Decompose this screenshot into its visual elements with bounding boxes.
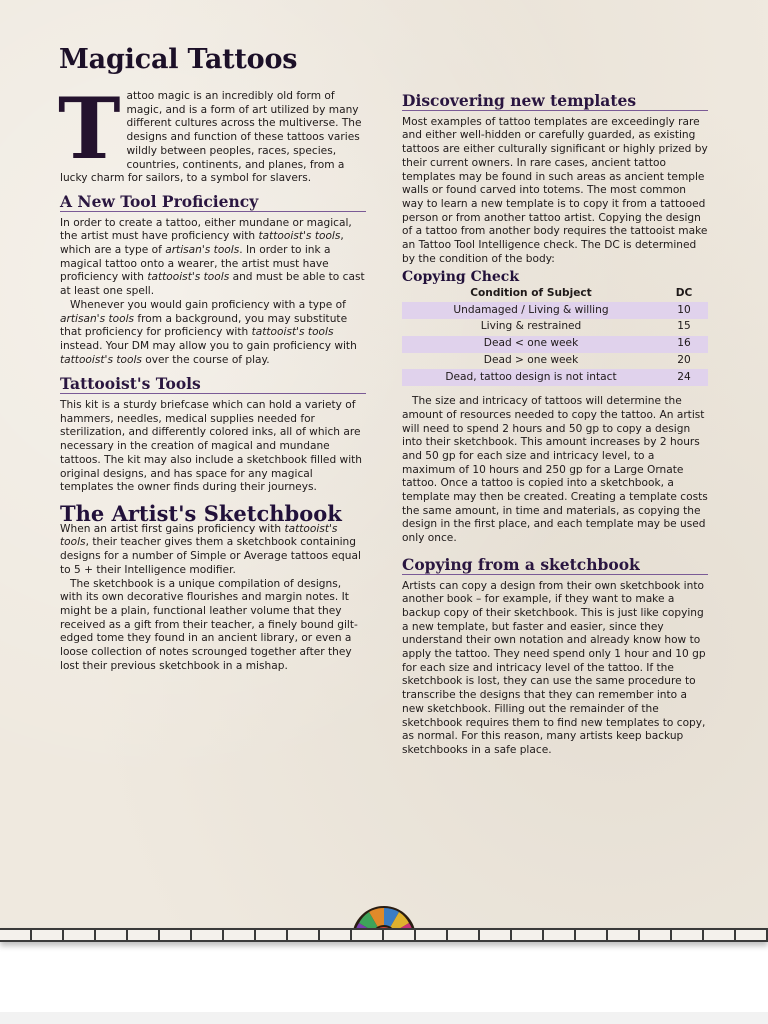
column-header-condition: Condition of Subject xyxy=(470,286,592,299)
column-header-dc: DC xyxy=(675,286,693,299)
discovering-p1: Most examples of tattoo templates are exceedingly rare and either well-hidden or carefully guarded, as existing tattoos are either culturally significant or highly prized by their current owners. In rare cases, ancient tattoo templates may be found in such areas as ancient temple walls or found carved into totems. The most common way to learn a new template is to copy it from a tattooed person or from another tattoo artist. Copying the design of a tattoo from another body requires the tattooist make an Tattoo Tool Intelligence check. The DC is determined by the condition of the body: xyxy=(402,115,708,265)
table-row xyxy=(402,336,708,353)
dc-cell: 10 xyxy=(660,302,708,319)
condition-cell: Living & restrained xyxy=(480,320,582,333)
table-header-row xyxy=(402,285,708,302)
dc-cell: 16 xyxy=(660,336,708,353)
intro-section xyxy=(58,79,366,186)
right-column xyxy=(402,91,708,758)
sketchbook-p2: The sketchbook is a unique compilation of designs, with its own decorative flourishes and margin notes. It might be a plain, functional leather volume that they received as a gift from their teacher, a finely bound gilt-edged tome they found in an ancient library, or even a loose collection of notes scrounged together after they lost their previous sketchbook in a mishap. xyxy=(60,577,358,672)
tattooists-tools-p1: This kit is a sturdy briefcase which can hold a variety of hammers, needles, medical supplies needed for sterilization, and differently colored inks, all of which are necessary in the creation of magical and mundane tattoos. The kit may also include a sketchbook filled with original designs, and has space for any magical templates the owner finds during their journeys. xyxy=(60,399,363,494)
page-footer-border xyxy=(0,928,768,942)
discovering-heading: Discovering new templates xyxy=(402,94,708,111)
dc-cell: 15 xyxy=(677,320,691,333)
left-column xyxy=(58,79,366,673)
tool-proficiency-heading: A New Tool Proficiency xyxy=(60,195,366,212)
table-row xyxy=(402,319,708,336)
page-title: Magical Tattoos xyxy=(59,44,298,75)
tool-proficiency-p2: Whenever you would gain proficiency with a type of artisan's tools from a background, you may substitute that proficiency for proficiency with tattooist's tools instead. Your DM may allow you to gain proficiency with tattooist's tools over the course of play. xyxy=(60,298,357,366)
condition-cell: Dead < one week xyxy=(402,336,660,353)
viewer-bottom-strip xyxy=(0,1012,768,1024)
drop-cap: T xyxy=(58,79,121,178)
table-row xyxy=(402,302,708,319)
table-row xyxy=(402,353,708,370)
tool-proficiency-p1: In order to create a tattoo, either mundane or magical, the artist must have proficiency with tattooist's tools, which are a type of artisan's tools. In order to ink a magical tattoo onto a wearer, the artist must have proficiency with tattooist's tools and must be able to cast at least one spell. xyxy=(60,216,365,298)
sketchbook-p1: When an artist first gains proficiency with tattooist's tools, their teacher gives them a sketchbook containing designs for a number of Simple or Average tattoos equal to 5 + their Intelligence modifier. xyxy=(60,522,361,576)
condition-cell: Dead > one week xyxy=(483,354,579,367)
table-row xyxy=(402,369,708,386)
copying-check-heading: Copying Check xyxy=(402,269,520,286)
condition-cell: Undamaged / Living & willing xyxy=(402,302,660,319)
dc-cell: 24 xyxy=(660,369,708,386)
intro-text: attoo magic is an incredibly old form of magic, and is a form of art utilized by many different cultures across the multiverse. The designs and function of these tattoos varies wildly between peoples, races, species, countries, continents, and planes, from a lucky charm for sailors, to a symbol for slavers. xyxy=(60,90,362,185)
copying-check-table xyxy=(402,285,708,386)
condition-cell: Dead, tattoo design is not intact xyxy=(402,369,660,386)
copying-check-after: The size and intricacy of tattoos will determine the amount of resources needed to copy the tattoo. An artist will need to spend 2 hours and 50 gp to copy a design into their sketchbook. This amount increases by 2 hours and 50 gp for each size and intricacy level, to a maximum of 10 hours and 250 gp for a Large Ornate tattoo. Once a tattoo is copied into a sketchbook, a template may then be created. Creating a template costs the same amount, in time and materials, as copying the design in the first place, and each template may be used only once. xyxy=(402,395,708,545)
copying-sketchbook-heading: Copying from a sketchbook xyxy=(402,558,708,575)
dc-cell: 20 xyxy=(677,354,691,367)
copying-sketchbook-p1: Artists can copy a design from their own sketchbook into another book – for example, if they want to make a backup copy of their sketchbook. This is just like copying a new template, but faster and easier, since they understand their own notation and already know how to apply the tattoo. They need spend only 1 hour and 10 gp for each size and intricacy level of the tattoo. If the sketchbook is lost, they can use the same procedure to transcribe the designs that they can remember into a new sketchbook. Filling out the remainder of the sketchbook requires them to find new templates to copy, as normal. For this reason, many artists keep backup sketchbooks in a safe place. xyxy=(402,579,706,756)
tattooists-tools-heading: Tattooist's Tools xyxy=(60,377,366,394)
sketchbook-heading: The Artist's Sketchbook xyxy=(60,500,342,526)
